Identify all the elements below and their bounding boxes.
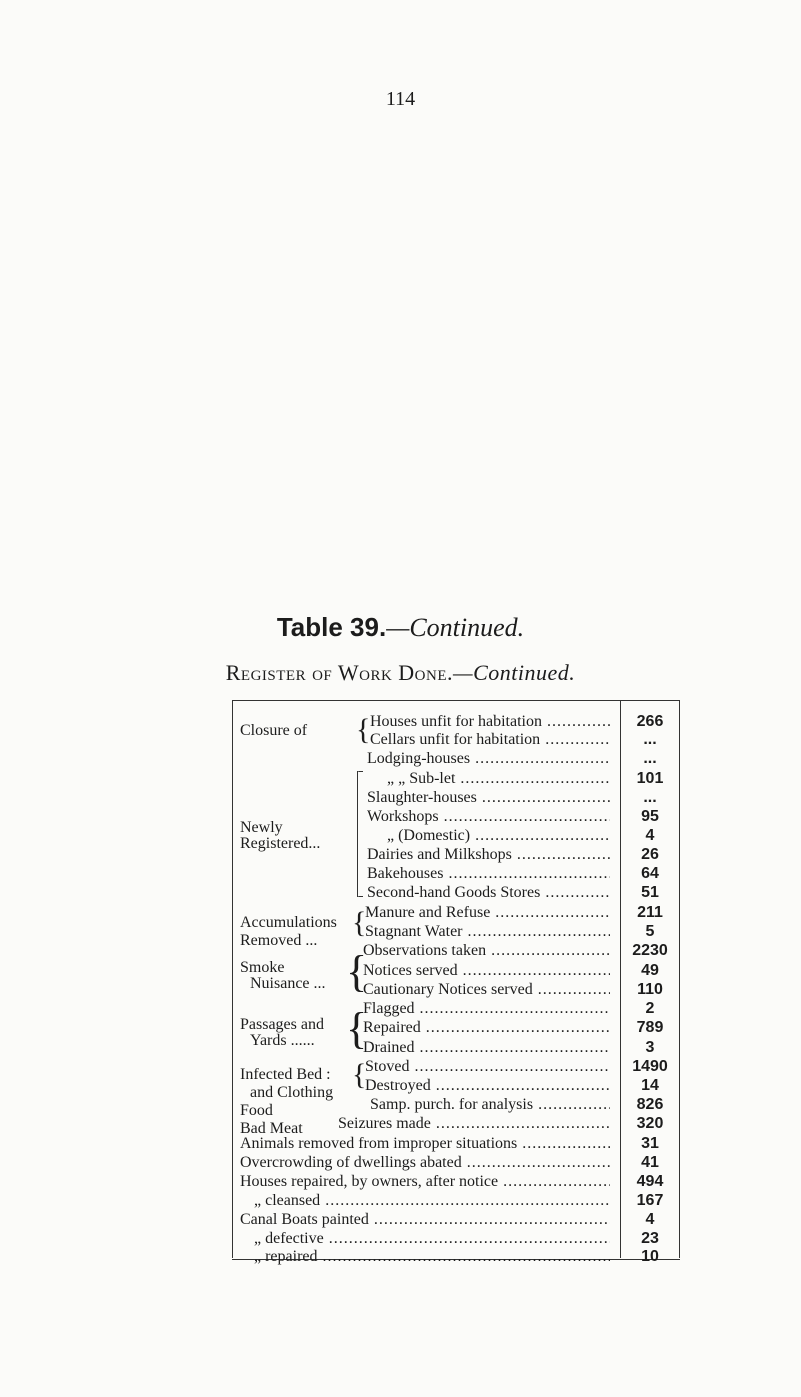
register-heading-main: Register of Work Done. [225, 660, 454, 685]
brace-passages: { [346, 1004, 368, 1053]
row-value: 2 [645, 1000, 655, 1017]
row-value: ... [643, 750, 657, 767]
brace-infected: { [352, 1058, 367, 1091]
row-label: Repaired ..... [363, 1019, 610, 1037]
brace-smoke: { [346, 947, 368, 996]
row-value: 826 [636, 1096, 664, 1113]
row-value: 320 [636, 1115, 664, 1132]
row-label: Second-hand Goods Stores ..... [367, 884, 610, 902]
row-label: Workshops ..... [367, 808, 610, 826]
group-infected-label-line1: Infected Bed : [240, 1066, 331, 1083]
row-value: 49 [641, 962, 659, 979]
row-label: Flagged ..... [363, 1000, 610, 1018]
row-label: „ defective ..... [240, 1230, 610, 1248]
row-value: 14 [641, 1077, 659, 1094]
row-label: „ (Domestic) ..... [367, 827, 610, 845]
row-value: ... [643, 789, 657, 806]
row-label: Samp. purch. for analysis ..... [370, 1096, 610, 1114]
row-label: Observations taken ..... [363, 942, 610, 960]
register-heading-continued: —Continued. [453, 660, 576, 685]
group-closure-label: Closure of [240, 722, 308, 739]
row-label: „ cleansed ..... [240, 1192, 610, 1210]
table-column-rule [620, 700, 621, 1258]
row-value: 10 [641, 1248, 659, 1265]
group-passages-label-line1: Passages and [240, 1016, 324, 1033]
row-value: 101 [636, 770, 664, 787]
row-value: 211 [637, 904, 663, 921]
row-value: 2230 [632, 942, 668, 959]
row-label: Destroyed ..... [365, 1077, 610, 1095]
table-title-continued: —Continued. [386, 613, 525, 642]
row-label: Canal Boats painted ..... [240, 1211, 610, 1229]
row-label: Cellars unfit for habitation ..... [370, 731, 610, 749]
row-value: 1490 [632, 1058, 668, 1075]
brace-accumulations: { [352, 906, 367, 939]
row-label: Animals removed from improper situations ..... [240, 1135, 610, 1153]
table-left-rule [232, 700, 233, 1258]
row-value: 26 [641, 846, 659, 863]
group-bad-meat-label: Bad Meat [240, 1120, 303, 1137]
table-title-main: Table 39. [276, 612, 387, 642]
row-label: Overcrowding of dwellings abated ..... [240, 1154, 610, 1172]
row-label: Houses unfit for habitation ..... [370, 713, 610, 731]
row-label: Cautionary Notices served ..... [363, 981, 610, 999]
row-value: 95 [641, 808, 659, 825]
table-right-rule [679, 700, 680, 1258]
row-label: Bakehouses ..... [367, 865, 610, 883]
group-smoke-label-line1: Smoke [240, 959, 285, 976]
group-smoke-label-line2: Nuisance ... [250, 975, 326, 992]
register-heading [0, 660, 801, 686]
group-newly-label-line1: Newly [240, 819, 283, 836]
row-value: 31 [641, 1135, 659, 1152]
row-label: Drained ..... [363, 1039, 610, 1057]
group-infected-label-line2: and Clothing [250, 1084, 334, 1101]
row-value: 5 [645, 923, 655, 940]
row-label: Notices served ..... [363, 962, 610, 980]
row-label: Stagnant Water ..... [365, 923, 610, 941]
row-value: 4 [645, 1211, 655, 1228]
group-food-label: Food [240, 1102, 273, 1119]
row-value: 51 [641, 884, 659, 901]
row-value: ... [643, 731, 657, 748]
row-value: 4 [645, 827, 655, 844]
row-value: 494 [636, 1173, 664, 1190]
group-accumulations-label-line1: Accumulations [240, 914, 337, 931]
row-label: „ „ Sub-let ..... [367, 770, 610, 788]
group-accumulations-label-line2: Removed ... [240, 932, 318, 949]
row-value: 167 [636, 1192, 664, 1209]
row-label: Dairies and Milkshops ..... [367, 846, 610, 864]
row-value: 266 [636, 713, 664, 730]
bracket-newly [357, 771, 364, 897]
row-value: 110 [637, 981, 663, 998]
row-value: 23 [641, 1230, 659, 1247]
table-title [0, 612, 801, 643]
row-value: 789 [636, 1019, 664, 1036]
group-newly-label-line2: Registered... [240, 835, 321, 852]
row-value: 64 [641, 865, 659, 882]
row-label: „ repaired ..... [240, 1248, 610, 1266]
row-label: Stoved ..... [365, 1058, 610, 1076]
row-label: Manure and Refuse ..... [365, 904, 610, 922]
page-number: 114 [385, 88, 416, 110]
row-label: Slaughter-houses ..... [367, 789, 610, 807]
brace-closure: { [356, 713, 371, 746]
row-label: Seizures made ..... [338, 1115, 610, 1133]
row-value: 3 [645, 1039, 655, 1056]
group-passages-label-line2: Yards ...... [250, 1032, 315, 1049]
row-label: Lodging-houses ..... [367, 750, 610, 768]
row-value: 41 [641, 1154, 659, 1171]
row-label: Houses repaired, by owners, after notice ..... [240, 1173, 610, 1191]
